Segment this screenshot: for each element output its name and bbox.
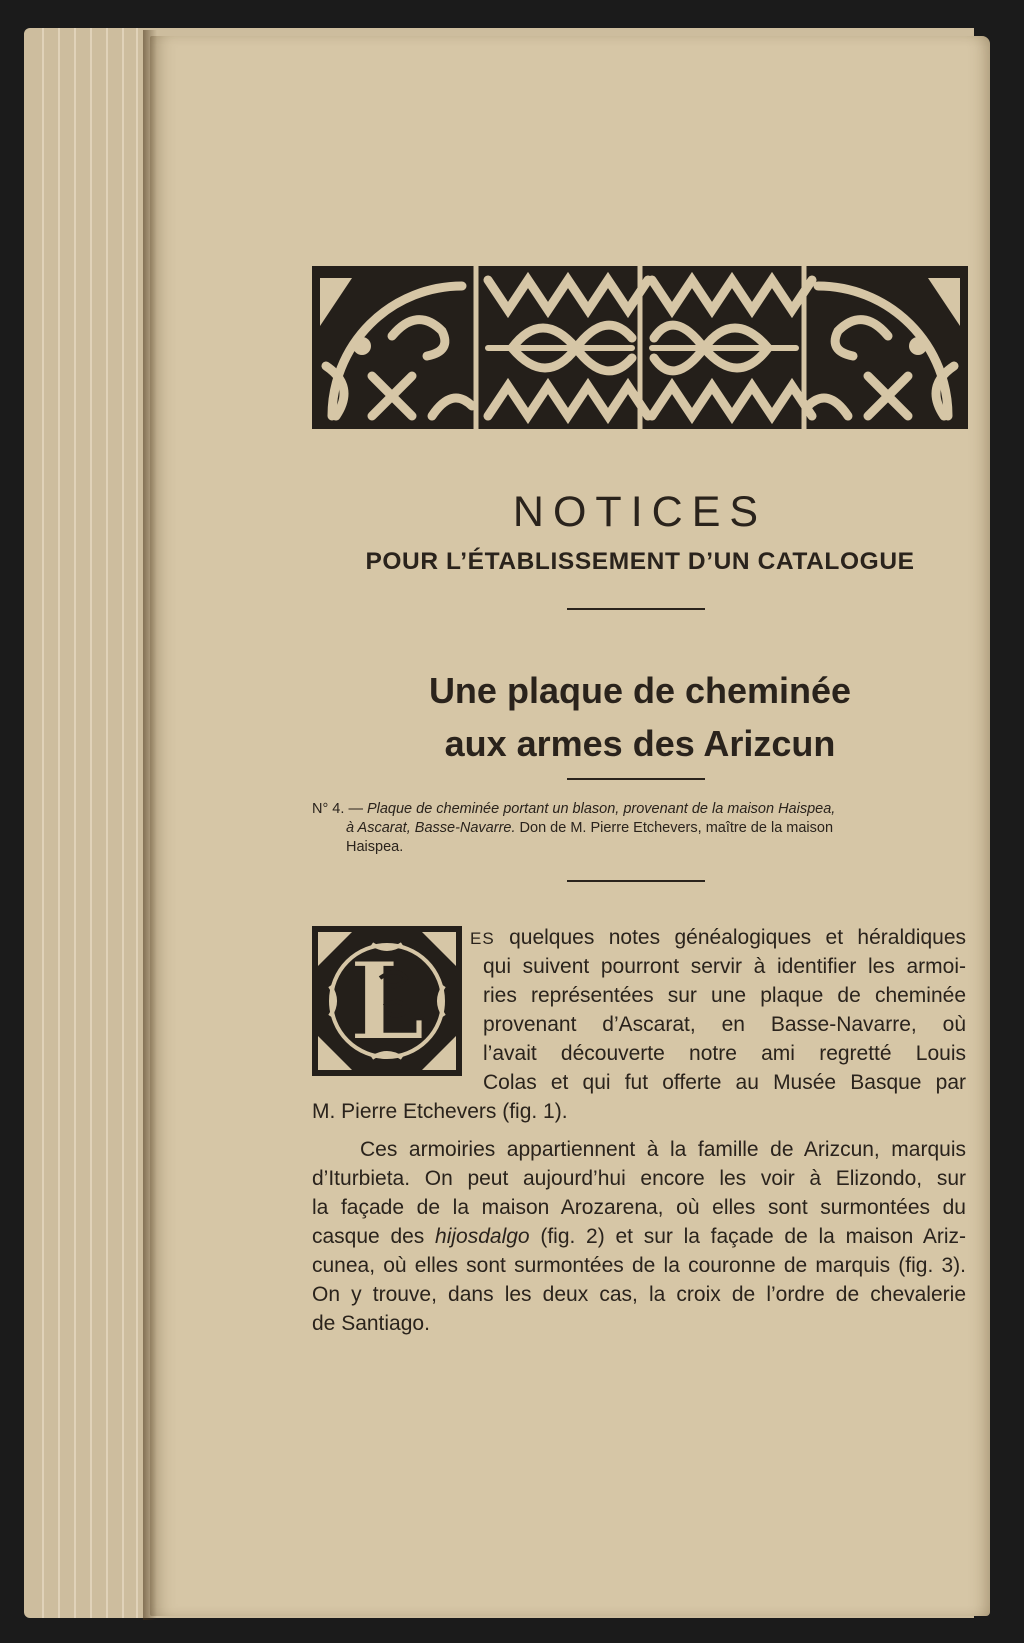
notice-dash: — xyxy=(348,801,363,817)
paragraph-line: d’Iturbieta. On peut aujourd’hui encore les voir à Elizondo, sur xyxy=(312,1167,966,1190)
notice-description-1: Plaque de cheminée portant un blason, provenant de la maison Haispea, xyxy=(366,801,836,817)
article-title-line-2: aux armes des Arizcun xyxy=(444,723,836,764)
paragraph-line: quelques notes généalogiques et héraldiques xyxy=(509,926,966,949)
paragraph-line: ries représentées sur une plaque de cheminée xyxy=(483,984,966,1007)
divider xyxy=(567,880,705,882)
dropcap-initial-icon xyxy=(312,926,462,1076)
svg-text:L: L xyxy=(349,939,425,1065)
paragraph-line: la façade de la maison Arozarena, où elles sont surmontées du xyxy=(312,1196,966,1219)
italic-term: hijosdalgo xyxy=(435,1225,530,1248)
paragraph-line: casque des hijosdalgo (fig. 2) et sur la façade de la maison Ariz- xyxy=(312,1225,966,1248)
paragraph-line: On y trouve, dans les deux cas, la croix de l’ordre de chevalerie xyxy=(312,1283,966,1306)
section-title: NOTICES xyxy=(512,488,768,536)
notice-donor-end: Haispea. xyxy=(346,839,404,855)
ornamental-header-band-icon xyxy=(312,266,968,429)
notice-description-2: à Ascarat, Basse-Navarre. xyxy=(346,820,516,836)
catalogue-notice xyxy=(312,800,968,857)
paragraph-line: Colas et qui fut offerte au Musée Basque par xyxy=(483,1071,966,1094)
article-title-line-1: Une plaque de cheminée xyxy=(428,670,852,711)
gutter-shadow xyxy=(143,30,157,1620)
divider xyxy=(567,608,705,610)
article-title xyxy=(312,664,968,770)
notice-number: N° 4. xyxy=(312,801,345,817)
paragraph-line: M. Pierre Etchevers (fig. 1). xyxy=(312,1100,568,1123)
paragraph-line: cunea, où elles sont surmontées de la couronne de marquis (fig. 3). xyxy=(312,1254,966,1277)
section-subtitle: POUR L’ÉTABLISSEMENT D’UN CATALOGUE xyxy=(365,548,915,575)
paragraph-line: de Santiago. xyxy=(312,1312,430,1335)
notice-donor: Don de M. Pierre Etchevers, maître de la maison xyxy=(519,820,834,836)
divider xyxy=(567,778,705,780)
lead-in-small-caps: ES xyxy=(470,929,495,948)
paragraph-line: l’avait découverte notre ami regretté Louis xyxy=(483,1042,966,1065)
paragraph-line: Ces armoiries appartiennent à la famille de Arizcun, marquis xyxy=(360,1138,966,1161)
paragraph-line: provenant d’Ascarat, en Basse-Navarre, où xyxy=(483,1013,966,1036)
paragraph-line: qui suivent pourront servir à identifier les armoi- xyxy=(483,955,966,978)
